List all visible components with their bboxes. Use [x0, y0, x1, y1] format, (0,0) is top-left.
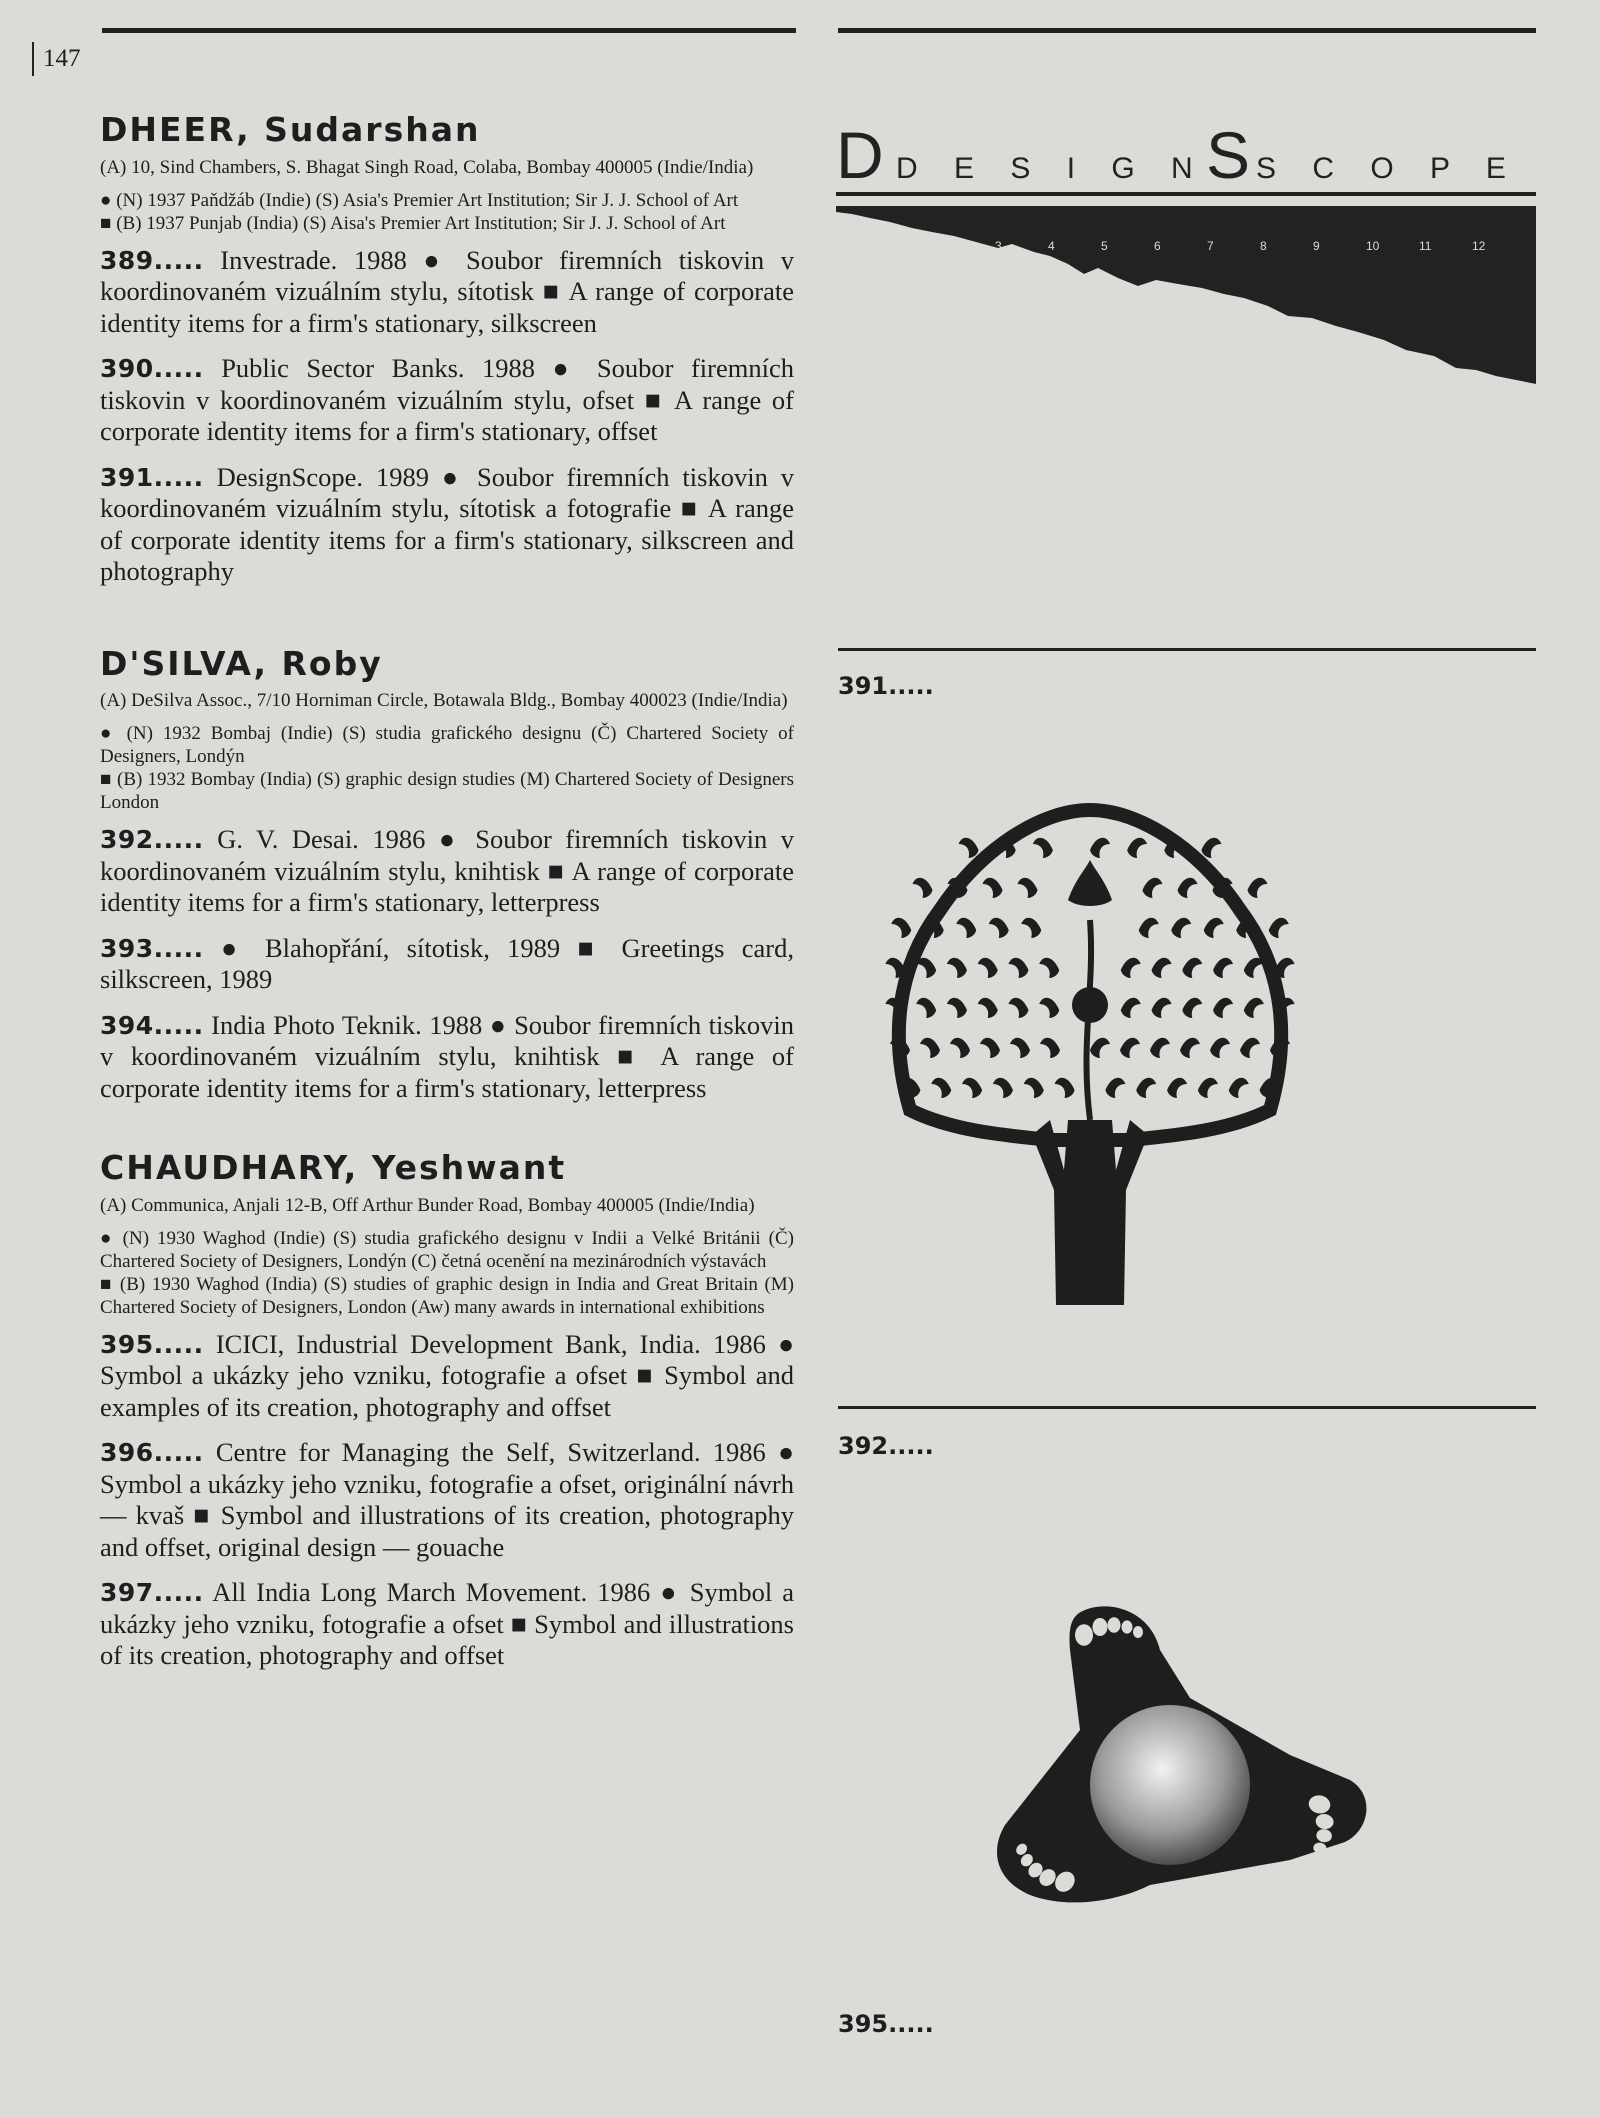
- tree-leaf: [1010, 1038, 1030, 1058]
- tree-leaf: [959, 838, 979, 858]
- tree-leaf: [1105, 1078, 1125, 1098]
- catalog-entry: [100, 462, 794, 588]
- tree-leaf: [1143, 878, 1163, 898]
- tree-leaf: [1244, 958, 1264, 978]
- toe: [1093, 1618, 1108, 1636]
- tree-leaf: [947, 958, 967, 978]
- artist-address: (A) DeSilva Assoc., 7/10 Horniman Circle, Botawala Bldg., Bombay 400023 (Indie/India): [100, 690, 788, 712]
- tree-leaf: [931, 1078, 951, 1098]
- tree-leaf: [1182, 998, 1202, 1018]
- tree-leaf: [989, 918, 1009, 938]
- catalog-entry: [100, 353, 794, 448]
- artist-block: [100, 1148, 794, 1672]
- tree-leaf: [1248, 878, 1268, 898]
- tree-leaf: [1275, 958, 1295, 978]
- caption-392: 392.....: [838, 1432, 934, 1460]
- tree-leaf: [980, 1038, 1000, 1058]
- tree-leaf: [1039, 998, 1059, 1018]
- logo-underline: [836, 192, 1536, 196]
- tree-leaf: [1171, 918, 1191, 938]
- ruler-number: 8: [1260, 239, 1267, 253]
- tree-leaf: [1240, 1038, 1260, 1058]
- top-rule-left: [102, 28, 796, 33]
- ruler-number: 3: [995, 239, 1002, 253]
- tree-leaf: [916, 958, 936, 978]
- logo-letter-d: D: [836, 118, 884, 192]
- tree-trunk: [1032, 1120, 1148, 1305]
- tree-leaf: [1180, 1038, 1200, 1058]
- tree-eye: [1072, 987, 1108, 1023]
- tree-leaf: [1210, 1038, 1230, 1058]
- tree-leaf: [1150, 1038, 1170, 1058]
- tree-leaf: [1021, 918, 1041, 938]
- entry-text: India Photo Teknik. 1988 ● Soubor firemních tiskovin v koordinovaném vizuálním stylu, knihtisk ■ A range of corporate identity items for a firm's stationary, letterpress: [100, 1009, 795, 1103]
- toe: [1133, 1626, 1143, 1638]
- entry-text: ICICI, Industrial Development Bank, India. 1986 ● Symbol a ukázky jeho vzniku, fotografie a ofset ■ Symbol and examples of its creation, photography and offset: [100, 1328, 795, 1422]
- tree-leaf: [1120, 1038, 1140, 1058]
- artist-name: DHEER, Sudarshan: [100, 110, 481, 149]
- artist-name: CHAUDHARY, Yeshwant: [100, 1148, 567, 1188]
- top-rule-right: [838, 28, 1536, 33]
- ruler-number: 6: [1154, 239, 1161, 253]
- artist-list: [100, 110, 794, 1700]
- ruler-number: 11: [1419, 239, 1432, 253]
- figure-rule-392: [838, 1406, 1536, 1409]
- tree-leaf: [1204, 918, 1224, 938]
- ruler-number: 9: [1313, 239, 1320, 253]
- catalog-entry: [100, 933, 794, 996]
- center-sun: [1090, 1705, 1250, 1865]
- caption-391: 391.....: [838, 672, 934, 700]
- logo-text-design: D E S I G N: [896, 152, 1207, 185]
- ruler-number: 2: [942, 239, 949, 253]
- tree-leaf: [1055, 1078, 1075, 1098]
- ruler-number: 7: [1207, 239, 1214, 253]
- tree-leaf: [1198, 1078, 1218, 1098]
- catalog-entry: [100, 824, 794, 919]
- artist-address: (A) Communica, Anjali 12-B, Off Arthur Bunder Road, Bombay 400005 (Indie/India): [100, 1194, 755, 1216]
- artist-block: [100, 644, 794, 1105]
- page-number: 147: [32, 42, 81, 76]
- entry-text: DesignScope. 1989 ● Soubor firemních tiskovin v koordinovaném vizuálním stylu, sítotisk a fotografie ■ A range of corporate identity items for a firm's stationary, silkscreen and photography: [100, 461, 794, 587]
- tree-leaf: [885, 958, 905, 978]
- tree-leaf: [1033, 838, 1053, 858]
- tree-leaf: [1008, 998, 1028, 1018]
- entry-number: 395.....: [100, 1329, 204, 1359]
- caption-395: 395.....: [838, 2010, 934, 2038]
- tree-leaf: [1121, 958, 1141, 978]
- artist-address: (A) 10, Sind Chambers, S. Bhagat Singh Road, Colaba, Bombay 400005 (Indie/India): [100, 156, 754, 178]
- tree-leaf: [1213, 958, 1233, 978]
- tree-leaf: [1008, 958, 1028, 978]
- tree-leaf: [978, 998, 998, 1018]
- tree-leaf: [978, 958, 998, 978]
- toe: [1122, 1620, 1133, 1633]
- bio-czech: ● (N) 1937 Paňdžáb (Indie) (S) Asia's Premier Art Institution; Sir J. J. School of Art: [100, 189, 739, 211]
- tree-leaf: [1213, 998, 1233, 1018]
- entry-text: G. V. Desai. 1986 ● Soubor firemních tiskovin v koordinovaném vizuálním stylu, knihtisk ■ A range of corporate identity items for a firm's stationary, letterpress: [100, 824, 794, 918]
- tree-leaf: [1152, 998, 1172, 1018]
- entry-number: 393.....: [100, 933, 204, 963]
- tree-leaf: [1040, 1038, 1060, 1058]
- artist-bio: [100, 722, 794, 814]
- logo-letter-s: S: [1206, 118, 1251, 192]
- entry-number: 397.....: [100, 1578, 204, 1608]
- tree-logo: [880, 790, 1300, 1315]
- tree-leaf: [1121, 998, 1141, 1018]
- catalog-entry: [100, 1437, 794, 1563]
- tree-leaf: [956, 918, 976, 938]
- tree-leaf: [920, 1038, 940, 1058]
- tree-leaf: [1039, 958, 1059, 978]
- tree-leaf: [1178, 878, 1198, 898]
- bio-czech: ● (N) 1932 Bombaj (Indie) (S) studia grafického designu (Č) Chartered Society of Designers, Londýn: [100, 723, 794, 768]
- tree-leaf: [1024, 1078, 1044, 1098]
- entry-text: Investrade. 1988 ● Soubor firemních tiskovin v koordinovaném vizuálním stylu, sítotisk ■ A range of corporate identity items for a firm's stationary, silkscreen: [100, 244, 794, 338]
- ruler-number: 10: [1366, 239, 1380, 253]
- bio-english: ■ (B) 1932 Bombay (India) (S) graphic design studies (M) Chartered Society of Designers London: [100, 769, 794, 814]
- entry-number: 394.....: [100, 1010, 204, 1040]
- tree-leaf: [1018, 878, 1038, 898]
- tree-leaf: [1182, 958, 1202, 978]
- entry-text: ● Blahopřání, sítotisk, 1989 ■ Greetings card, silkscreen, 1989: [100, 932, 794, 995]
- tree-leaf: [1269, 918, 1289, 938]
- bio-czech: ● (N) 1930 Waghod (Indie) (S) studia grafického designu v Indii a Velké Británii (Č) Chartered Society of Designers, Londýn (C) četná ocenění na mezinárodních výstavách: [100, 1227, 794, 1272]
- catalog-entry: [100, 1577, 794, 1672]
- bio-english: ■ (B) 1930 Waghod (India) (S) studies of graphic design in India and Great Britain (M) Chartered Society of Designers, London (Aw) many awards in international exhibitions: [100, 1273, 794, 1318]
- artist-block: [100, 110, 794, 588]
- tree-leaf: [1229, 1078, 1249, 1098]
- tree-leaf: [1127, 838, 1147, 858]
- bio-english: ■ (B) 1937 Punjab (India) (S) Aisa's Premier Art Institution; Sir J. J. School of Art: [100, 212, 726, 234]
- tree-leaf: [1139, 918, 1159, 938]
- tree-leaf: [962, 1078, 982, 1098]
- tree-leaf: [891, 918, 911, 938]
- entry-number: 390.....: [100, 354, 204, 384]
- logo-text-scope: S C O P E: [1256, 152, 1520, 185]
- tree-leaf: [1244, 998, 1264, 1018]
- artist-bio: [100, 1227, 794, 1319]
- tree-leaf: [993, 1078, 1013, 1098]
- catalog-entry: [100, 245, 794, 340]
- artist-name: D'SILVA, Roby: [100, 643, 383, 683]
- torn-ruler-shape: [836, 206, 1536, 384]
- catalog-entry: [100, 1010, 794, 1105]
- tree-leaf: [916, 998, 936, 1018]
- entry-text: Public Sector Banks. 1988 ● Soubor firemních tiskovin v koordinovaném vizuálním stylu, ofset ■ A range of corporate identity items for a firm's stationary, offset: [100, 353, 794, 447]
- ruler-number: 5: [1101, 239, 1108, 253]
- ruler-number: 4: [1048, 239, 1055, 253]
- ruler-number: 12: [1472, 239, 1486, 253]
- entry-number: 392.....: [100, 825, 204, 855]
- entry-number: 389.....: [100, 245, 204, 275]
- tree-leaf: [1201, 838, 1221, 858]
- toe: [1108, 1617, 1121, 1633]
- tree-leaf: [1090, 1038, 1110, 1058]
- tree-leaf: [983, 878, 1003, 898]
- tree-leaf: [1152, 958, 1172, 978]
- tree-leaf: [1136, 1078, 1156, 1098]
- tree-leaf: [947, 998, 967, 1018]
- lotus-flower: [1068, 860, 1112, 906]
- entry-number: 391.....: [100, 462, 204, 492]
- figure-rule-391: [838, 648, 1536, 651]
- tree-leaf: [913, 878, 933, 898]
- designscope-logo: [836, 118, 1536, 388]
- tree-leaf: [950, 1038, 970, 1058]
- entry-text: All India Long March Movement. 1986 ● Symbol a ukázky jeho vzniku, fotografie a ofset ■ Symbol and illustrations of its creation, photography and offset: [100, 1577, 794, 1671]
- toe: [1075, 1624, 1093, 1646]
- entry-text: Centre for Managing the Self, Switzerland. 1986 ● Symbol a ukázky jeho vzniku, fotografie a ofset, originální návrh — kvaš ■ Symbol and illustrations of its creation, photography and offset, original design — gouache: [100, 1437, 794, 1562]
- artist-bio: [100, 189, 794, 235]
- tree-leaf: [1090, 838, 1110, 858]
- tree-leaf: [1167, 1078, 1187, 1098]
- feet-symbol: [990, 1580, 1380, 1925]
- catalog-entry: [100, 1329, 794, 1424]
- entry-number: 396.....: [100, 1438, 204, 1468]
